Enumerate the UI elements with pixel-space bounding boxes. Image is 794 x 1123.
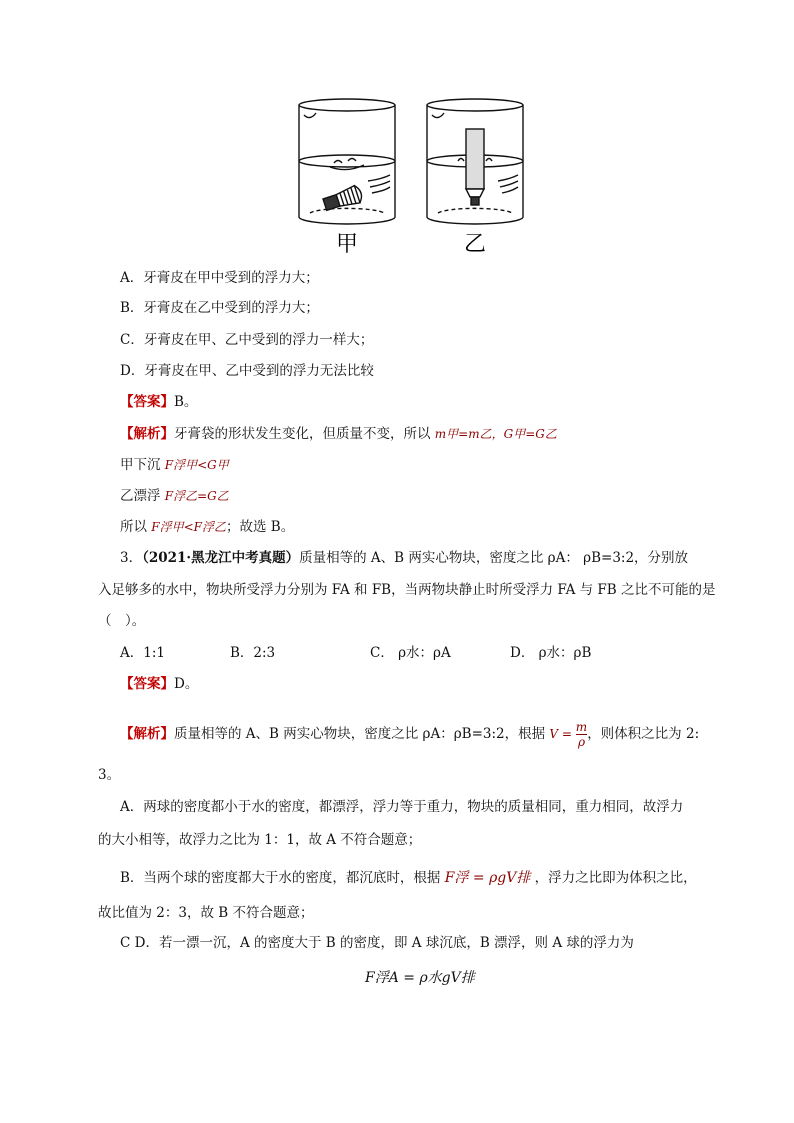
q3-reason-a-2: 的大小相等，故浮力之比为 1：1，故 A 不符合题意； xyxy=(98,832,422,848)
q2-option-d: D．牙膏皮在甲、乙中受到的浮力无法比较 xyxy=(120,363,374,379)
so-prefix: 所以 xyxy=(120,519,147,535)
answer-value: D。 xyxy=(174,676,199,692)
beaker-a-label: 甲 xyxy=(335,232,359,257)
q3-reason-b-1 xyxy=(120,868,697,888)
formula-buoyancy: F浮 = ρgV排 xyxy=(444,870,531,886)
reason-b-text-end: ，浮力之比即为体积之比， xyxy=(534,870,697,886)
q3-option-c: C． ρ水：ρA xyxy=(370,645,451,661)
answer-value: B。 xyxy=(174,394,198,410)
q3-reason-b-2: 故比值为 2：3，故 B 不符合题意； xyxy=(98,905,314,921)
q3-option-a: A．1:1 xyxy=(120,645,165,661)
answer-tag: 【答案】 xyxy=(120,394,174,410)
beaker-b-label: 乙 xyxy=(463,232,487,257)
q3-analysis-1 xyxy=(120,720,699,749)
q3-stem-2: 入足够多的水中，物块所受浮力分别为 FA 和 FB，当两物块静止时所受浮力 FA 与 FB 之比不可能的是 xyxy=(98,582,716,598)
reason-b-text: B．当两个球的密度都大于水的密度，都沉底时，根据 xyxy=(120,870,441,886)
eq-mass-weight: m甲=m乙，G甲=G乙 xyxy=(434,427,557,441)
beaker-jia xyxy=(299,99,395,224)
q3-number: 3． xyxy=(120,550,143,566)
float-prefix: 乙漂浮 xyxy=(120,488,161,504)
eq-float: F浮乙=G乙 xyxy=(164,489,229,503)
formula-buoyancy-a: F浮A = ρ水gV排 xyxy=(365,970,475,986)
eq-so: F浮甲<F浮乙 xyxy=(151,520,227,534)
q3-reason-a-1: A．两球的密度都小于水的密度，都漂浮，浮力等于重力，物块的质量相同，重力相同，故浮力 xyxy=(120,799,684,815)
analysis-tag: 【解析】 xyxy=(120,426,174,442)
eq-sink: F浮甲<G甲 xyxy=(164,458,229,472)
q2-float-line xyxy=(120,486,229,506)
formula-lhs: V = xyxy=(549,727,572,741)
q2-analysis xyxy=(120,424,557,444)
q3-reason-cd-1: C D．若一漂一沉，A 的密度大于 B 的密度，即 A 球沉底，B 漂浮，则 A 球的浮力为 xyxy=(120,935,634,951)
formula-denominator: ρ xyxy=(577,735,586,749)
q3-options xyxy=(120,643,591,663)
q2-option-a: A．牙膏皮在甲中受到的浮力大； xyxy=(120,270,319,286)
q2-answer xyxy=(120,392,197,412)
q2-sink-line xyxy=(120,455,229,475)
q3-option-d: D． ρ水：ρB xyxy=(510,645,592,661)
beaker-yi xyxy=(427,99,523,224)
q3-formula-buoyancy-a xyxy=(365,968,475,988)
formula-numerator: m xyxy=(575,720,588,734)
analysis-tag: 【解析】 xyxy=(120,726,174,742)
q3-answer xyxy=(120,674,198,694)
q3-stem-3: （ ）。 xyxy=(98,613,146,629)
q2-option-b: B．牙膏皮在乙中受到的浮力大； xyxy=(120,300,319,316)
q3-stem-text-1: 质量相等的 A、B 两实心物块，密度之比 ρA： ρB=3:2，分别放 xyxy=(299,550,689,566)
q3-source: （2021·黑龙江中考真题） xyxy=(142,550,300,566)
analysis-text-1-end: ，则体积之比为 2: xyxy=(587,726,700,742)
answer-tag: 【答案】 xyxy=(120,676,174,692)
so-suffix: ；故选 B。 xyxy=(226,519,295,535)
formula-volume xyxy=(549,720,587,749)
q3-stem-1 xyxy=(120,548,688,568)
beakers-figure xyxy=(290,95,530,257)
sink-prefix: 甲下沉 xyxy=(120,457,161,473)
q3-analysis-2: 3。 xyxy=(98,767,121,783)
q2-conclusion-line xyxy=(120,517,294,537)
analysis-text: 牙膏袋的形状发生变化，但质量不变，所以 xyxy=(174,426,431,442)
q2-option-c: C．牙膏皮在甲、乙中受到的浮力一样大； xyxy=(120,332,374,348)
q3-option-b: B．2:3 xyxy=(230,645,276,661)
analysis-text-1: 质量相等的 A、B 两实心物块，密度之比 ρA：ρB=3:2，根据 xyxy=(174,726,546,742)
